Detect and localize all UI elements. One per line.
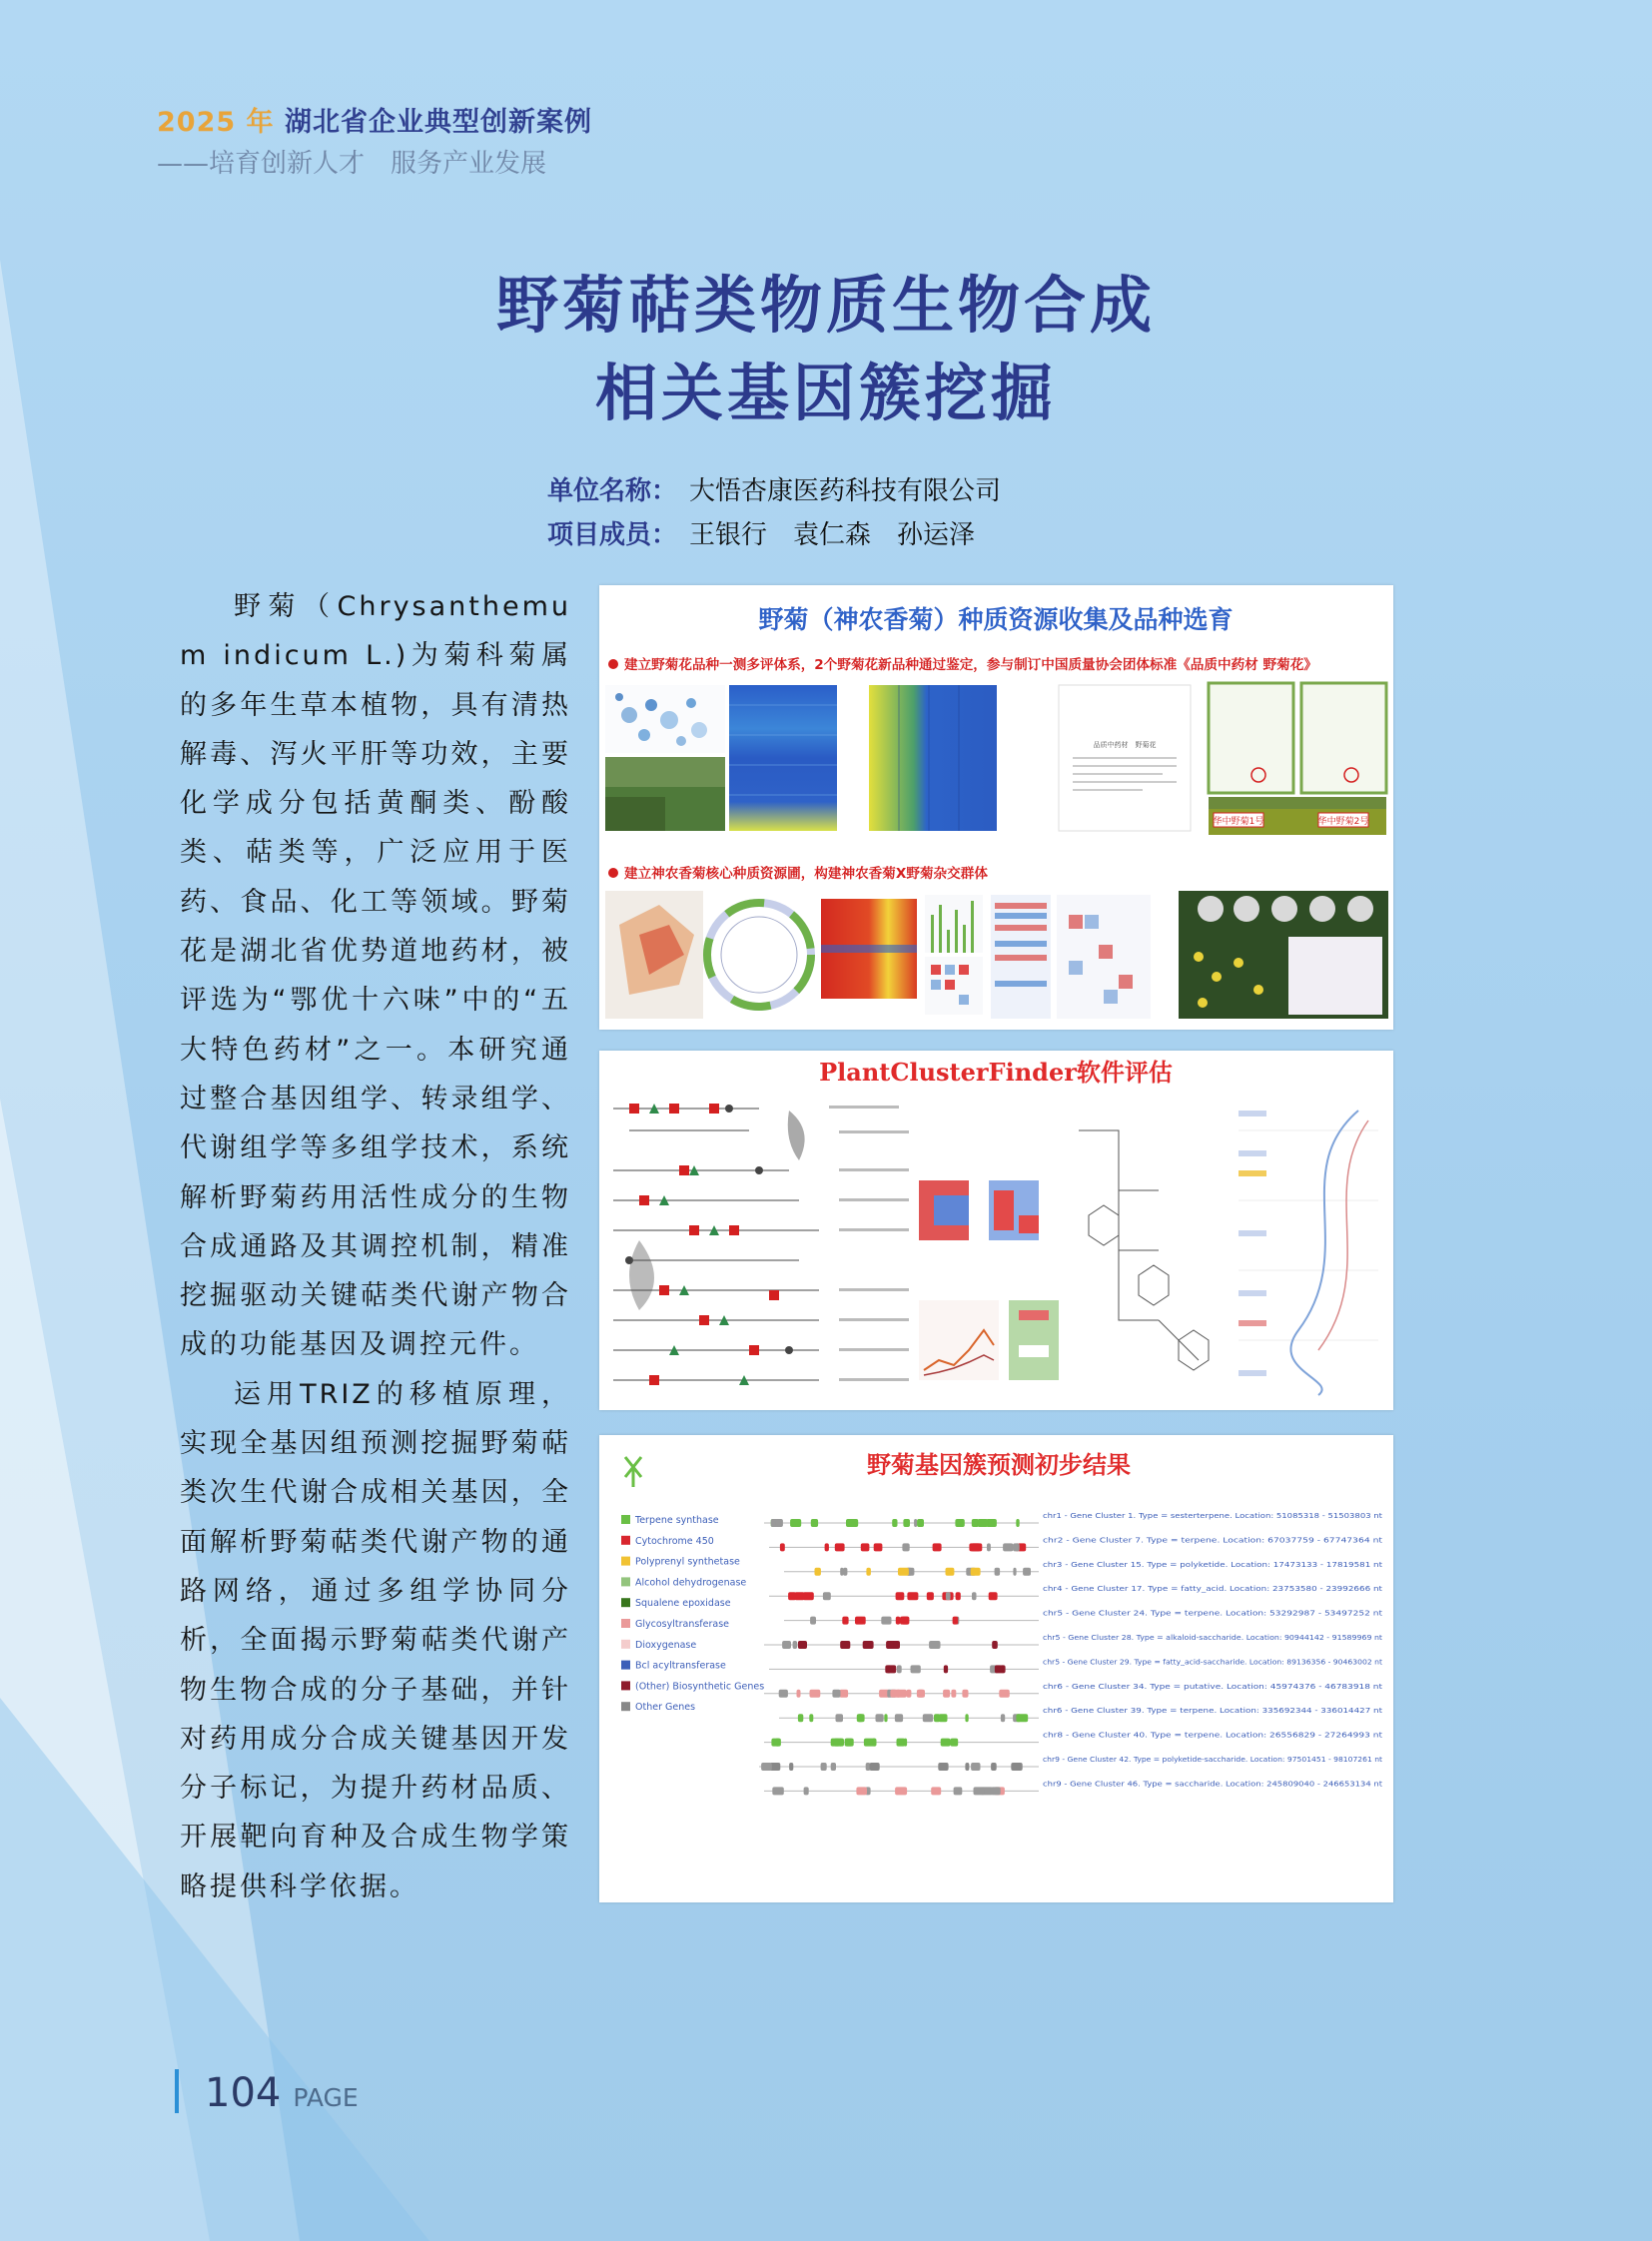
gene-mark [811, 1519, 818, 1527]
gene-mark [835, 1543, 845, 1551]
gene-mark [992, 1641, 998, 1649]
gene-mark [953, 1617, 959, 1625]
gene-mark [810, 1617, 816, 1625]
gene-mark [999, 1690, 1010, 1698]
cluster-label: chr2 - Gene Cluster 7. Type = terpene. Location: 67037759 - 67747364 nt [1043, 1536, 1383, 1545]
gene-mark [895, 1787, 907, 1795]
variety-label-2-text: 华中野菊2号 [1317, 817, 1369, 827]
gene-mark [978, 1519, 989, 1527]
expression-heatmaps [919, 1180, 1039, 1240]
gene-mark [917, 1519, 924, 1527]
gene-mark [938, 1763, 948, 1771]
gene-mark [944, 1665, 948, 1673]
legend-swatch [621, 1681, 630, 1690]
gene-mark [965, 1714, 968, 1722]
legend-swatch [621, 1536, 630, 1545]
legend-label: Glycosyltransferase [635, 1619, 730, 1630]
legend-swatch [621, 1702, 630, 1711]
gene-mark [954, 1787, 963, 1795]
gene-mark [866, 1568, 871, 1576]
gene-mark [917, 1690, 924, 1698]
gene-mark [1013, 1568, 1016, 1576]
gene-mark [923, 1714, 933, 1722]
gene-mark [974, 1787, 985, 1795]
legend-label: Terpene synthase [635, 1515, 719, 1526]
gene-mark [872, 1739, 876, 1747]
gene-mark [849, 1519, 858, 1527]
header-subtitle: ——培育创新人才 服务产业发展 [157, 149, 547, 179]
gene-mark [861, 1543, 870, 1551]
legend-label: Bcl acyltransferase [635, 1660, 726, 1672]
gene-mark [884, 1714, 887, 1722]
gene-mark [971, 1763, 980, 1771]
gene-mark [775, 1519, 783, 1527]
gene-mark [1011, 1763, 1022, 1771]
gene-mark [896, 1592, 905, 1600]
gene-mark [772, 1787, 784, 1795]
article-body [180, 582, 571, 1911]
gene-mark [892, 1519, 897, 1527]
gene-mark [825, 1543, 829, 1551]
gene-mark [972, 1592, 977, 1600]
line-chart [919, 1300, 999, 1380]
gene-mark [838, 1739, 842, 1747]
figure-gene-cluster-prediction [599, 1435, 1393, 1902]
heatmap-1 [729, 685, 837, 831]
pathway-diagram [1079, 1130, 1209, 1370]
figure-gene-cluster-prediction-graphic [599, 1435, 1393, 1902]
gene-mark [823, 1592, 831, 1600]
gene-mark [971, 1543, 982, 1551]
members-row [547, 513, 1001, 557]
gene-mark [840, 1568, 843, 1576]
gene-mark [782, 1641, 791, 1649]
gene-mark [858, 1714, 865, 1722]
gene-mark [946, 1568, 955, 1576]
legend-label: Squalene epoxidase [635, 1598, 731, 1610]
cluster-label: chr4 - Gene Cluster 17. Type = fatty_acid. Location: 23753580 - 23992666 nt [1043, 1585, 1383, 1594]
gene-mark [956, 1592, 961, 1600]
gene-mark [995, 1568, 1001, 1576]
gene-mark [951, 1690, 956, 1698]
gene-mark [943, 1690, 950, 1698]
gene-mark [907, 1592, 918, 1600]
gene-mark [821, 1763, 827, 1771]
gene-mark [904, 1739, 907, 1747]
document-heading: 品质中药材 野菊花 [1093, 741, 1157, 749]
members-value: 王银行 袁仁森 孙运泽 [689, 520, 976, 550]
cluster-label: chr6 - Gene Cluster 34. Type = putative. Location: 45974376 - 46783918 nt [1043, 1682, 1383, 1691]
gene-mark [885, 1665, 896, 1673]
gene-mark [1016, 1519, 1019, 1527]
gene-mark [843, 1568, 847, 1576]
legend-swatch [621, 1619, 630, 1628]
legend-label: Polyprenyl synthetase [635, 1556, 740, 1568]
gene-mark [896, 1690, 906, 1698]
gene-mark [870, 1763, 880, 1771]
gene-mark [1003, 1543, 1013, 1551]
gene-mark [842, 1617, 848, 1625]
gene-mark [831, 1763, 836, 1771]
gene-mark [987, 1543, 991, 1551]
gene-mark [839, 1690, 848, 1698]
gene-mark [939, 1714, 948, 1722]
gene-mark [1013, 1543, 1020, 1551]
gene-mark [779, 1690, 788, 1698]
gene-mark [897, 1665, 902, 1673]
bar-plots [925, 895, 983, 1015]
page-footer [175, 2067, 359, 2116]
gene-mark [771, 1739, 781, 1747]
legend-swatch [621, 1661, 630, 1670]
gene-mark [902, 1617, 909, 1625]
cluster-label: chr9 - Gene Cluster 42. Type = polyketide-saccharide. Location: 97501451 - 98107261 nt [1043, 1756, 1383, 1764]
legend-swatch [621, 1557, 630, 1566]
cluster-label: chr1 - Gene Cluster 1. Type = sesterterpene. Location: 51085318 - 51503803 nt [1043, 1512, 1383, 1520]
gene-mark [815, 1568, 821, 1576]
header-name: 湖北省企业典型创新案例 [284, 107, 592, 138]
gene-mark [895, 1714, 903, 1722]
gene-mark [804, 1787, 809, 1795]
gene-mark [962, 1690, 968, 1698]
gene-mark [898, 1568, 909, 1576]
article-title-line2: 相关基因簇挖掘 [594, 357, 1057, 429]
body-paragraph-2: 运用TRIZ的移植原理，实现全基因组预测挖掘野菊萜类次生代谢合成相关基因，全面解析野菊萜类代谢产物的通路网络，通过多组学协同分析，全面揭示野菊萜类代谢产物生物合成的分子基础，并针对药用成分合成关键基因开发分子标记，为提升药材品质、开展靶向育种及合成生物学策略提供科学依据。 [180, 1378, 571, 1902]
gene-mark [809, 1714, 813, 1722]
gene-mark [790, 1519, 801, 1527]
figure-plantclusterfinder [599, 1051, 1393, 1410]
bullet-dot [608, 868, 618, 878]
cluster-label: chr3 - Gene Cluster 15. Type = polyketide. Location: 17473133 - 17819581 nt [1043, 1560, 1383, 1569]
gene-mark [803, 1592, 814, 1600]
bubble-chart [605, 685, 725, 753]
body-paragraph-1: 野菊（Chrysanthemum indicum L.)为菊科菊属的多年生草本植物，具有清热解毒、泻火平肝等功效，主要化学成分包括黄酮类、酚酸类、萜类等，广泛应用于医药、食品、化工等领域。野菊花是湖北省优势道地药材，被评选为“鄂优十六味”中的“五大特色药材”之一。本研究通过整合基因组学、转录组学、代谢组学等多组学技术，系统解析野菊药用活性成分的生物合成通路及其调控机制，精准挖掘驱动关键萜类代谢产物合成的功能基因及调控元件。 [180, 591, 571, 1361]
page-word: PAGE [293, 2083, 359, 2112]
gene-mark [1023, 1568, 1031, 1576]
gene-mark [989, 1592, 998, 1600]
gene-mark [929, 1641, 940, 1649]
gene-mark [965, 1763, 969, 1771]
gene-mark [845, 1739, 854, 1747]
figure-gene-cluster-title: 野菊基因簇预测初步结果 [867, 1450, 1131, 1479]
gene-mark [896, 1617, 900, 1625]
cluster-label: chr6 - Gene Cluster 39. Type = terpene. Location: 335692344 - 336014427 nt [1043, 1707, 1383, 1716]
gene-mark [1001, 1714, 1005, 1722]
unit-value: 大悟杏康医药科技有限公司 [689, 476, 1002, 506]
article-title-line1: 野菊萜类物质生物合成 [495, 269, 1156, 342]
gene-cluster-tracks [613, 1104, 819, 1385]
variety-label-1-text: 华中野菊1号 [1213, 817, 1264, 827]
legend-label: Dioxygenase [635, 1639, 697, 1651]
legend-swatch [621, 1577, 630, 1586]
cluster-label: chr8 - Gene Cluster 40. Type = terpene. Location: 26556829 - 27264993 nt [1043, 1731, 1383, 1740]
gene-type-legend [621, 1515, 764, 1713]
gene-mark [914, 1519, 917, 1527]
gene-mark [903, 1519, 910, 1527]
cluster-label: chr5 - Gene Cluster 29. Type = fatty_acid-saccharide. Location: 89136356 - 90463002 nt [1043, 1658, 1383, 1667]
gene-mark [907, 1690, 912, 1698]
gene-mark [874, 1543, 883, 1551]
gene-mark [893, 1641, 900, 1649]
cluster-label: chr9 - Gene Cluster 46. Type = saccharide. Location: 245809040 - 246653134 nt [1043, 1780, 1383, 1789]
gene-mark [789, 1763, 793, 1771]
legend-label: Cytochrome 450 [635, 1535, 714, 1547]
gene-mark [793, 1641, 798, 1649]
legend-swatch [621, 1640, 630, 1649]
cluster-label: chr5 - Gene Cluster 24. Type = terpene. Location: 53292987 - 53497252 nt [1043, 1609, 1383, 1618]
figure-germplasm-bullet-2: 建立神农香菊核心种质资源圃，构建神农香菊X野菊杂交群体 [624, 866, 988, 882]
gene-mark [810, 1690, 821, 1698]
heatmap-2 [869, 685, 997, 831]
gene-mark [991, 1787, 1001, 1795]
gene-mark [995, 1665, 1002, 1673]
header-title [157, 100, 592, 139]
gene-mark [946, 1592, 951, 1600]
figure-germplasm-title: 野菊（神农香菊）种质资源收集及品种选育 [758, 605, 1234, 634]
pathway-enrichment-curves [1239, 1111, 1378, 1395]
legend-label: Alcohol dehydrogenase [635, 1577, 747, 1589]
gene-mark [797, 1690, 801, 1698]
article-title [0, 262, 1652, 437]
gene-cluster-tracks [759, 1512, 1382, 1795]
cluster-id-labels [829, 1106, 909, 1381]
gene-mark [927, 1592, 934, 1600]
figure-plantclusterfinder-title: PlantClusterFinder软件评估 [819, 1058, 1173, 1087]
gene-mark [1016, 1714, 1028, 1722]
gene-mark [862, 1617, 865, 1625]
gene-mark [876, 1714, 884, 1722]
gene-mark [991, 1763, 997, 1771]
gene-mark [933, 1543, 942, 1551]
gene-mark [798, 1714, 803, 1722]
gene-mark [832, 1690, 840, 1698]
legend-swatch [621, 1598, 630, 1607]
unit-label: 单位名称： [547, 476, 678, 506]
gene-mark [863, 1641, 874, 1649]
figure-germplasm-bullet-1: 建立野菊花品种一测多评体系，2个野菊花新品种通过鉴定，参与制订中国质量协会团体标准《品质中药材 野菊花》 [624, 657, 1317, 673]
gene-mark [950, 1739, 958, 1747]
gene-mark [836, 1714, 844, 1722]
gene-mark [881, 1617, 891, 1625]
bullet-dot [608, 659, 618, 669]
windmill-icon [625, 1457, 641, 1487]
legend-label: (Other) Biosynthetic Genes [635, 1681, 765, 1693]
gene-mark [798, 1641, 807, 1649]
figure-plantclusterfinder-graphic [599, 1051, 1393, 1410]
figure-germplasm [599, 585, 1393, 1030]
cluster-label: chr5 - Gene Cluster 28. Type = alkaloid-saccharide. Location: 90944142 - 91589969 nt [1043, 1634, 1383, 1642]
article-meta [547, 469, 1001, 557]
legend-swatch [621, 1515, 630, 1524]
gene-mark [931, 1787, 941, 1795]
gene-mark [941, 1739, 951, 1747]
gene-mark [780, 1543, 785, 1551]
unit-row [547, 469, 1001, 513]
page-number: 104 [205, 2070, 282, 2116]
members-label: 项目成员： [547, 520, 678, 550]
gene-mark [840, 1641, 850, 1649]
page-header [157, 100, 592, 180]
gene-mark [902, 1543, 909, 1551]
gene-mark [955, 1519, 964, 1527]
gene-mark [971, 1568, 981, 1576]
footer-accent-bar [175, 2069, 179, 2113]
gene-mark [856, 1787, 867, 1795]
gene-mark [761, 1763, 772, 1771]
header-year: 2025 年 [157, 107, 275, 138]
legend-label: Other Genes [635, 1702, 696, 1714]
gene-mark [788, 1592, 796, 1600]
figure-germplasm-graphic [599, 585, 1393, 1030]
gene-mark [911, 1665, 921, 1673]
